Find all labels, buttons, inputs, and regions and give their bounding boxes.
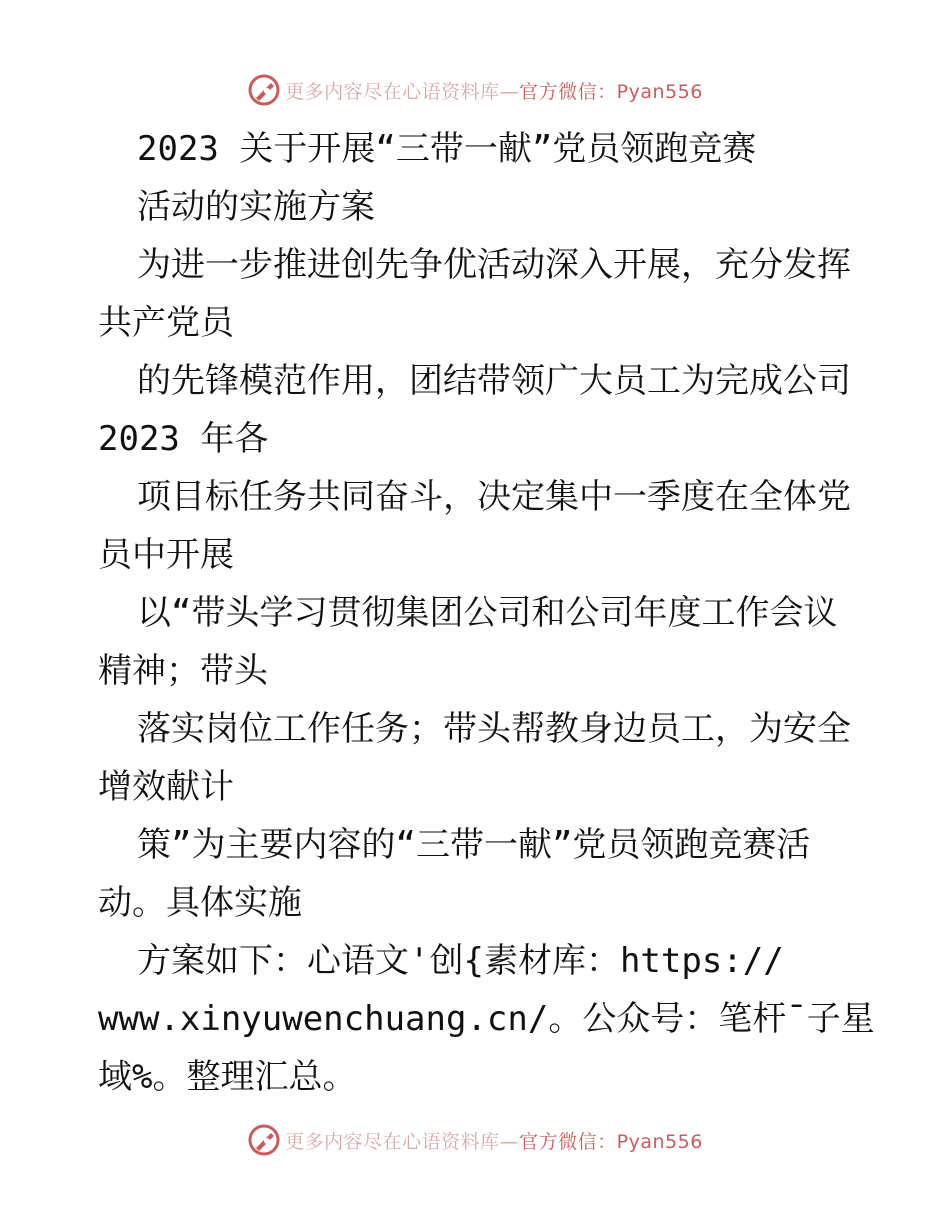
paragraph-line: 为进一步推进创先争优活动深入开展，充分发挥 xyxy=(137,245,851,285)
paragraph-line: www.xinyuwenchuang.cn/。公众号：笔杆¯子星 xyxy=(98,999,875,1039)
watermark-text: 更多内容尽在心语资料库—官方微信：Pyan556 xyxy=(285,1130,703,1153)
paragraph-line: 方案如下：心语文'创{素材库：https:// xyxy=(137,941,784,981)
paragraph-line: 共产党员 xyxy=(98,303,234,343)
pen-logo-icon xyxy=(247,73,281,107)
title-line-2: 活动的实施方案 xyxy=(137,187,375,227)
paragraph-line: 项目标任务共同奋斗，决定集中一季度在全体党 xyxy=(137,477,851,517)
paragraph-line: 策”为主要内容的“三带一献”党员领跑竞赛活 xyxy=(137,825,811,865)
paragraph-line: 2023 年各 xyxy=(98,419,269,459)
watermark-banner-top xyxy=(0,70,950,110)
paragraph-line: 落实岗位工作任务；带头帮教身边员工，为安全 xyxy=(137,709,851,749)
watermark-banner-bottom xyxy=(0,1120,950,1160)
pen-logo-icon xyxy=(247,1123,281,1157)
paragraph-line: 以“带头学习贯彻集团公司和公司年度工作会议 xyxy=(137,593,838,633)
watermark-text: 更多内容尽在心语资料库—官方微信：Pyan556 xyxy=(285,80,703,103)
paragraph-line: 域%。整理汇总。 xyxy=(98,1057,357,1097)
paragraph-line: 动。具体实施 xyxy=(98,883,302,923)
paragraph-line: 增效献计 xyxy=(98,767,234,807)
paragraph-line: 员中开展 xyxy=(98,535,234,575)
paragraph-line: 精神；带头 xyxy=(98,651,268,691)
paragraph-line: 的先锋模范作用，团结带领广大员工为完成公司 xyxy=(137,361,851,401)
title-line-1: 2023 关于开展“三带一献”党员领跑竞赛 xyxy=(137,129,757,169)
